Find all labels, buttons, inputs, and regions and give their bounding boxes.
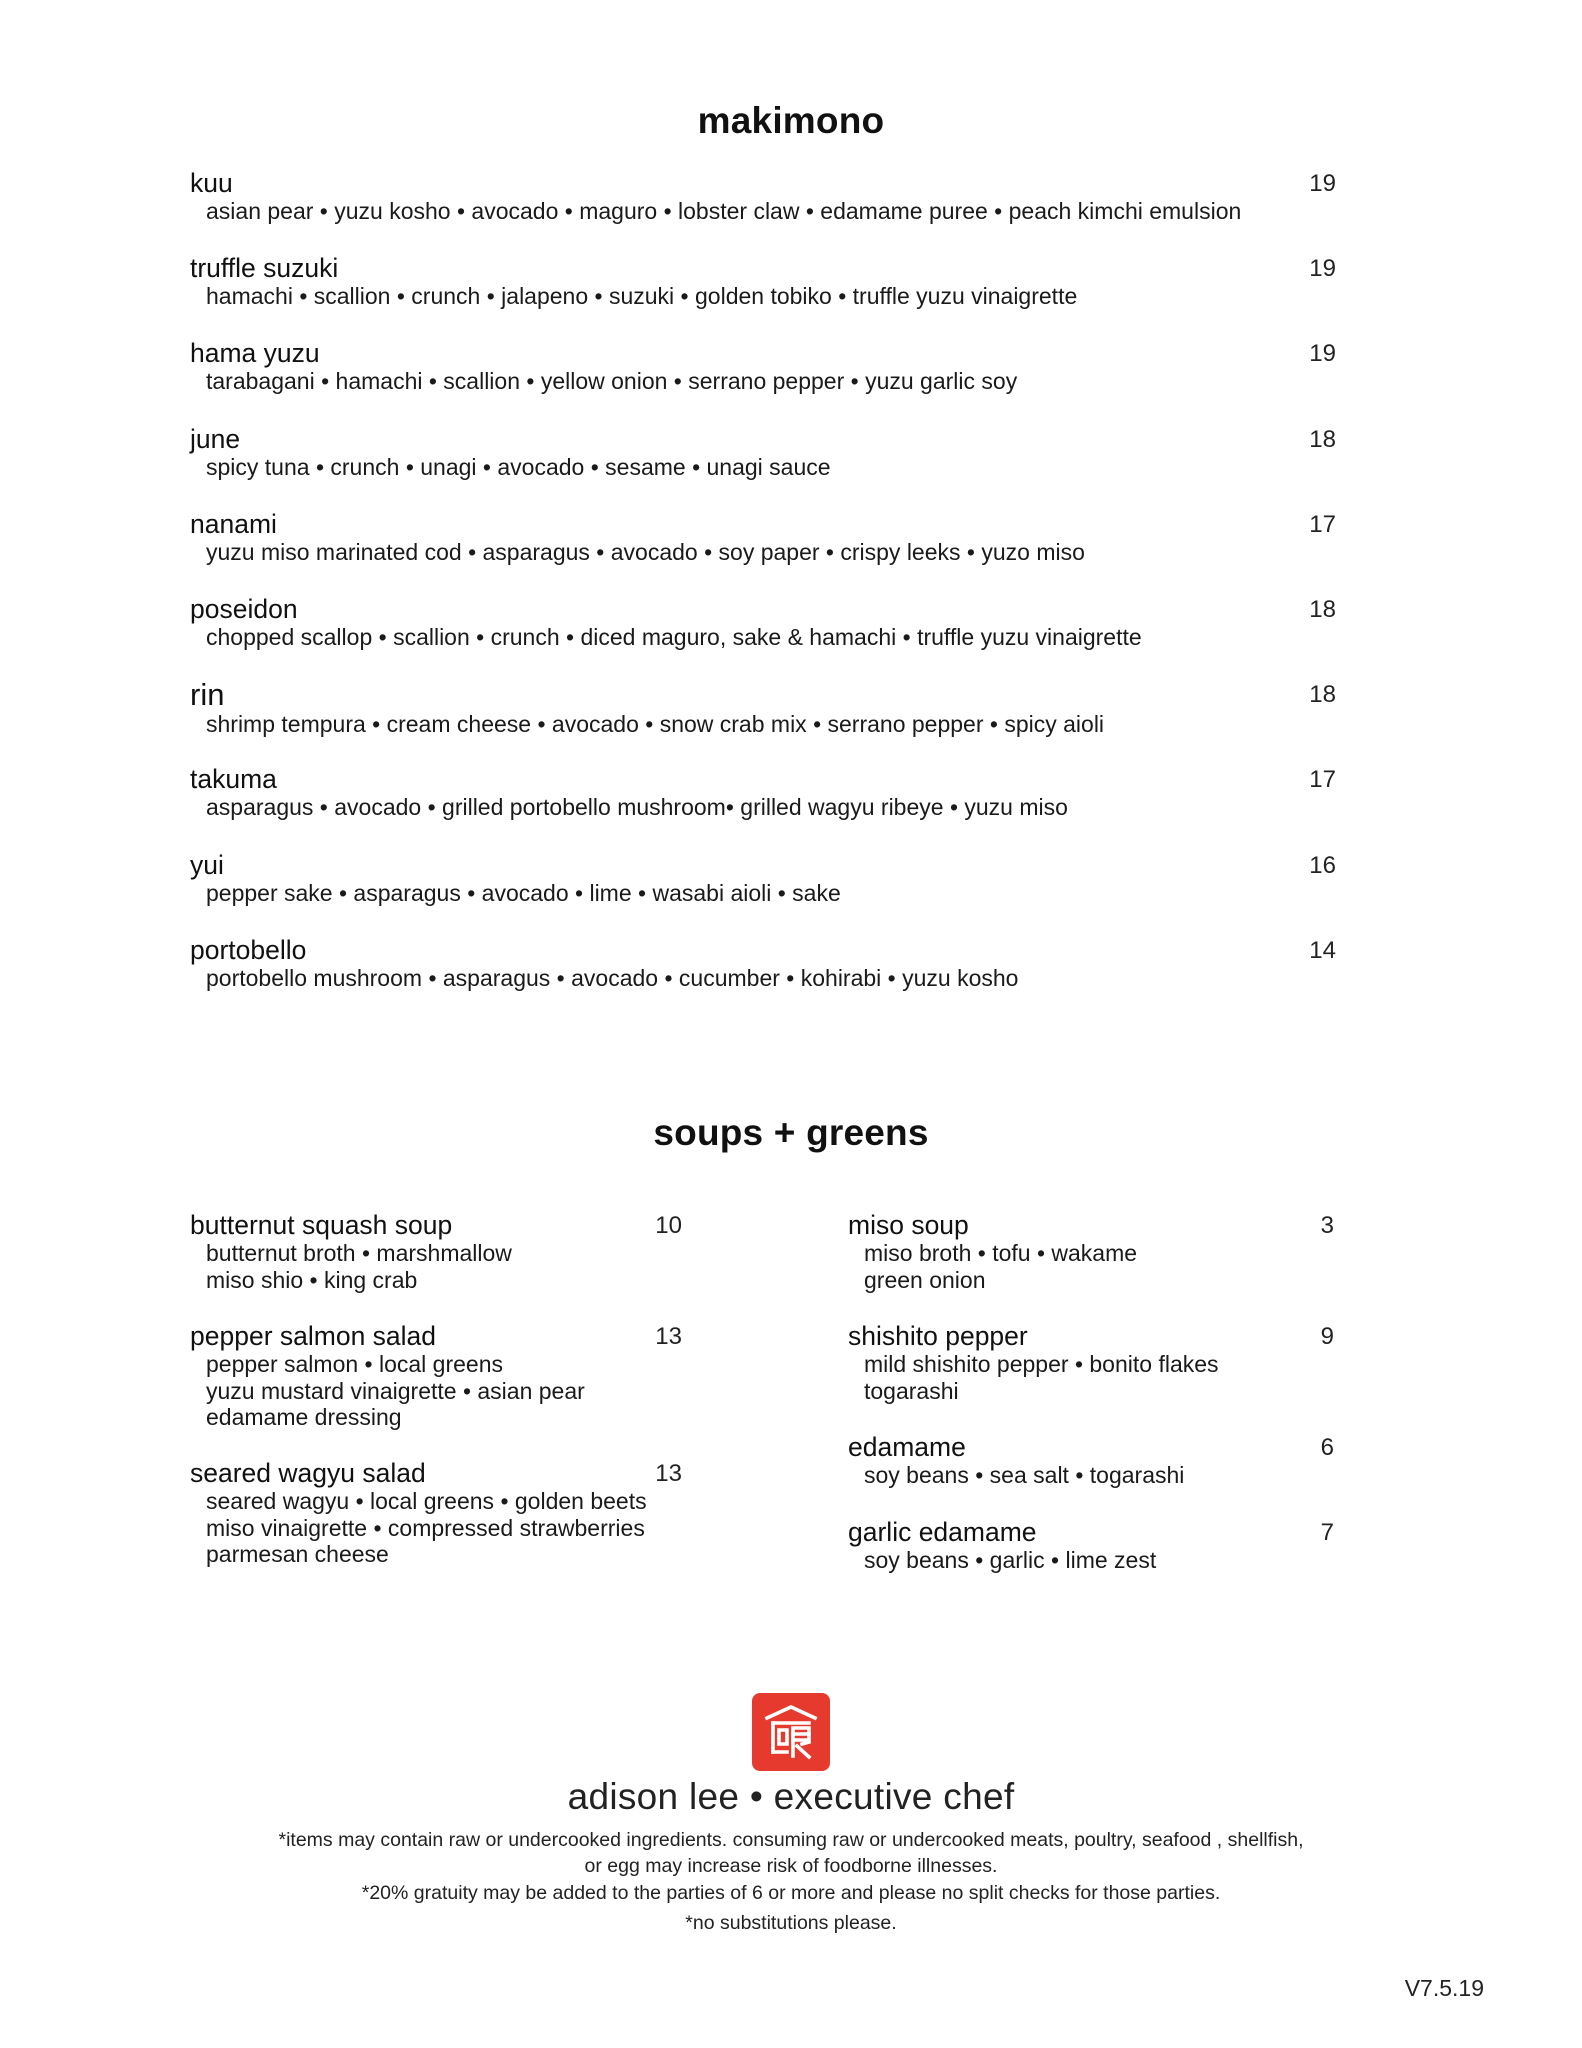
- item-price: 16: [1309, 851, 1336, 879]
- makimono-list: [190, 168, 1336, 1020]
- item-name: butternut squash soup: [190, 1210, 453, 1240]
- restaurant-logo: [752, 1693, 830, 1771]
- item-price: 9: [1320, 1323, 1334, 1350]
- item-name: edamame: [848, 1432, 966, 1462]
- menu-item: [848, 1321, 1334, 1432]
- item-description: portobello mushroom • asparagus • avocado • cucumber • kohirabi • yuzu kosho: [206, 964, 1019, 991]
- menu-item: [190, 850, 1336, 935]
- item-name: shishito pepper: [848, 1321, 1028, 1351]
- menu-item: [190, 1321, 682, 1458]
- item-price: 14: [1309, 936, 1336, 964]
- item-description: butternut broth • marshmallow: [206, 1240, 512, 1266]
- item-name: kuu: [190, 168, 233, 198]
- item-price: 6: [1320, 1434, 1334, 1461]
- soups-right-column: [848, 1210, 1334, 1574]
- item-description: yuzu miso marinated cod • asparagus • avocado • soy paper • crispy leeks • yuzo miso: [206, 538, 1085, 565]
- item-description: togarashi: [864, 1377, 959, 1404]
- item-price: 3: [1320, 1212, 1334, 1239]
- item-name: hama yuzu: [190, 338, 320, 369]
- menu-item: [190, 1458, 682, 1568]
- item-description: shrimp tempura • cream cheese • avocado • snow crab mix • serrano pepper • spicy aioli: [206, 711, 1105, 738]
- item-description: parmesan cheese: [206, 1541, 389, 1567]
- menu-item: [190, 764, 1336, 849]
- item-price: 19: [1309, 170, 1336, 197]
- footnote-line: or egg may increase risk of foodborne illnesses.: [584, 1855, 998, 1877]
- item-price: 19: [1309, 340, 1336, 368]
- item-name: seared wagyu salad: [190, 1458, 426, 1488]
- item-description: soy beans • garlic • lime zest: [864, 1547, 1157, 1573]
- item-name: june: [190, 423, 241, 454]
- soups-left-column: [190, 1210, 682, 1568]
- menu-item: [190, 594, 1336, 679]
- item-name: garlic edamame: [848, 1517, 1037, 1547]
- menu-item: [848, 1517, 1334, 1574]
- soups-greens-title: soups + greens: [653, 1112, 929, 1153]
- item-price: 18: [1309, 681, 1336, 709]
- item-name: yui: [190, 849, 224, 880]
- footnote-line: *items may contain raw or undercooked ingredients. consuming raw or undercooked meats, poultry, seafood , shellfish,: [278, 1829, 1304, 1851]
- item-description: tarabagani • hamachi • scallion • yellow onion • serrano pepper • yuzu garlic soy: [206, 368, 1018, 395]
- item-description: asparagus • avocado • grilled portobello mushroom• grilled wagyu ribeye • yuzu miso: [206, 794, 1068, 821]
- item-description: miso shio • king crab: [206, 1266, 418, 1293]
- item-description: green onion: [864, 1266, 986, 1293]
- menu-item: [190, 253, 1336, 338]
- item-price: 13: [655, 1323, 682, 1350]
- item-price: 10: [655, 1212, 682, 1239]
- item-description: asian pear • yuzu kosho • avocado • maguro • lobster claw • edamame puree • peach kimchi emulsion: [206, 198, 1242, 224]
- item-price: 7: [1320, 1519, 1334, 1546]
- footnote-substitutions: *no substitutions please.: [685, 1912, 897, 1934]
- item-description: spicy tuna • crunch • unagi • avocado • sesame • unagi sauce: [206, 453, 831, 480]
- item-name: pepper salmon salad: [190, 1321, 437, 1351]
- menu-item: [190, 168, 1336, 253]
- item-name: poseidon: [190, 593, 298, 624]
- item-description: seared wagyu • local greens • golden beets: [206, 1488, 647, 1514]
- item-price: 18: [1309, 425, 1336, 453]
- item-name: portobello: [190, 934, 307, 965]
- item-price: 19: [1309, 255, 1336, 283]
- makimono-title: makimono: [697, 100, 885, 141]
- item-description: yuzu mustard vinaigrette • asian pear: [206, 1377, 585, 1404]
- menu-item: [190, 338, 1336, 423]
- item-name: nanami: [190, 508, 277, 539]
- menu-item: [848, 1210, 1334, 1321]
- item-description: miso broth • tofu • wakame: [864, 1240, 1138, 1266]
- menu-item: [190, 935, 1336, 1020]
- footnote-raw-ingredients: [0, 1827, 1582, 1879]
- item-price: 18: [1309, 595, 1336, 623]
- item-description: chopped scallop • scallion • crunch • diced maguro, sake & hamachi • truffle yuzu vinaigrette: [206, 623, 1142, 650]
- item-price: 17: [1309, 766, 1336, 794]
- menu-item: [190, 509, 1336, 594]
- item-name: truffle suzuki: [190, 253, 339, 284]
- version-label: V7.5.19: [1404, 1975, 1484, 2001]
- item-name: rin: [190, 677, 225, 713]
- footnote-gratuity: *20% gratuity may be added to the parties of 6 or more and please no split checks for those parties.: [361, 1882, 1221, 1904]
- item-name: takuma: [190, 764, 277, 795]
- item-price: 13: [655, 1460, 682, 1487]
- item-name: miso soup: [848, 1210, 969, 1240]
- item-description: pepper salmon • local greens: [206, 1351, 504, 1377]
- menu-item: [190, 1210, 682, 1321]
- logo-emblem-icon: [761, 1702, 821, 1762]
- item-description: pepper sake • asparagus • avocado • lime • wasabi aioli • sake: [206, 879, 841, 906]
- item-description: soy beans • sea salt • togarashi: [864, 1462, 1185, 1488]
- menu-item: [848, 1432, 1334, 1517]
- item-description: hamachi • scallion • crunch • jalapeno • suzuki • golden tobiko • truffle yuzu vinaigrette: [206, 283, 1078, 310]
- item-description: miso vinaigrette • compressed strawberries: [206, 1514, 645, 1541]
- executive-chef: adison lee • executive chef: [567, 1776, 1015, 1817]
- menu-item: [190, 679, 1336, 764]
- item-description: mild shishito pepper • bonito flakes: [864, 1351, 1219, 1377]
- item-description: edamame dressing: [206, 1404, 402, 1430]
- menu-item: [190, 424, 1336, 509]
- item-price: 17: [1309, 510, 1336, 538]
